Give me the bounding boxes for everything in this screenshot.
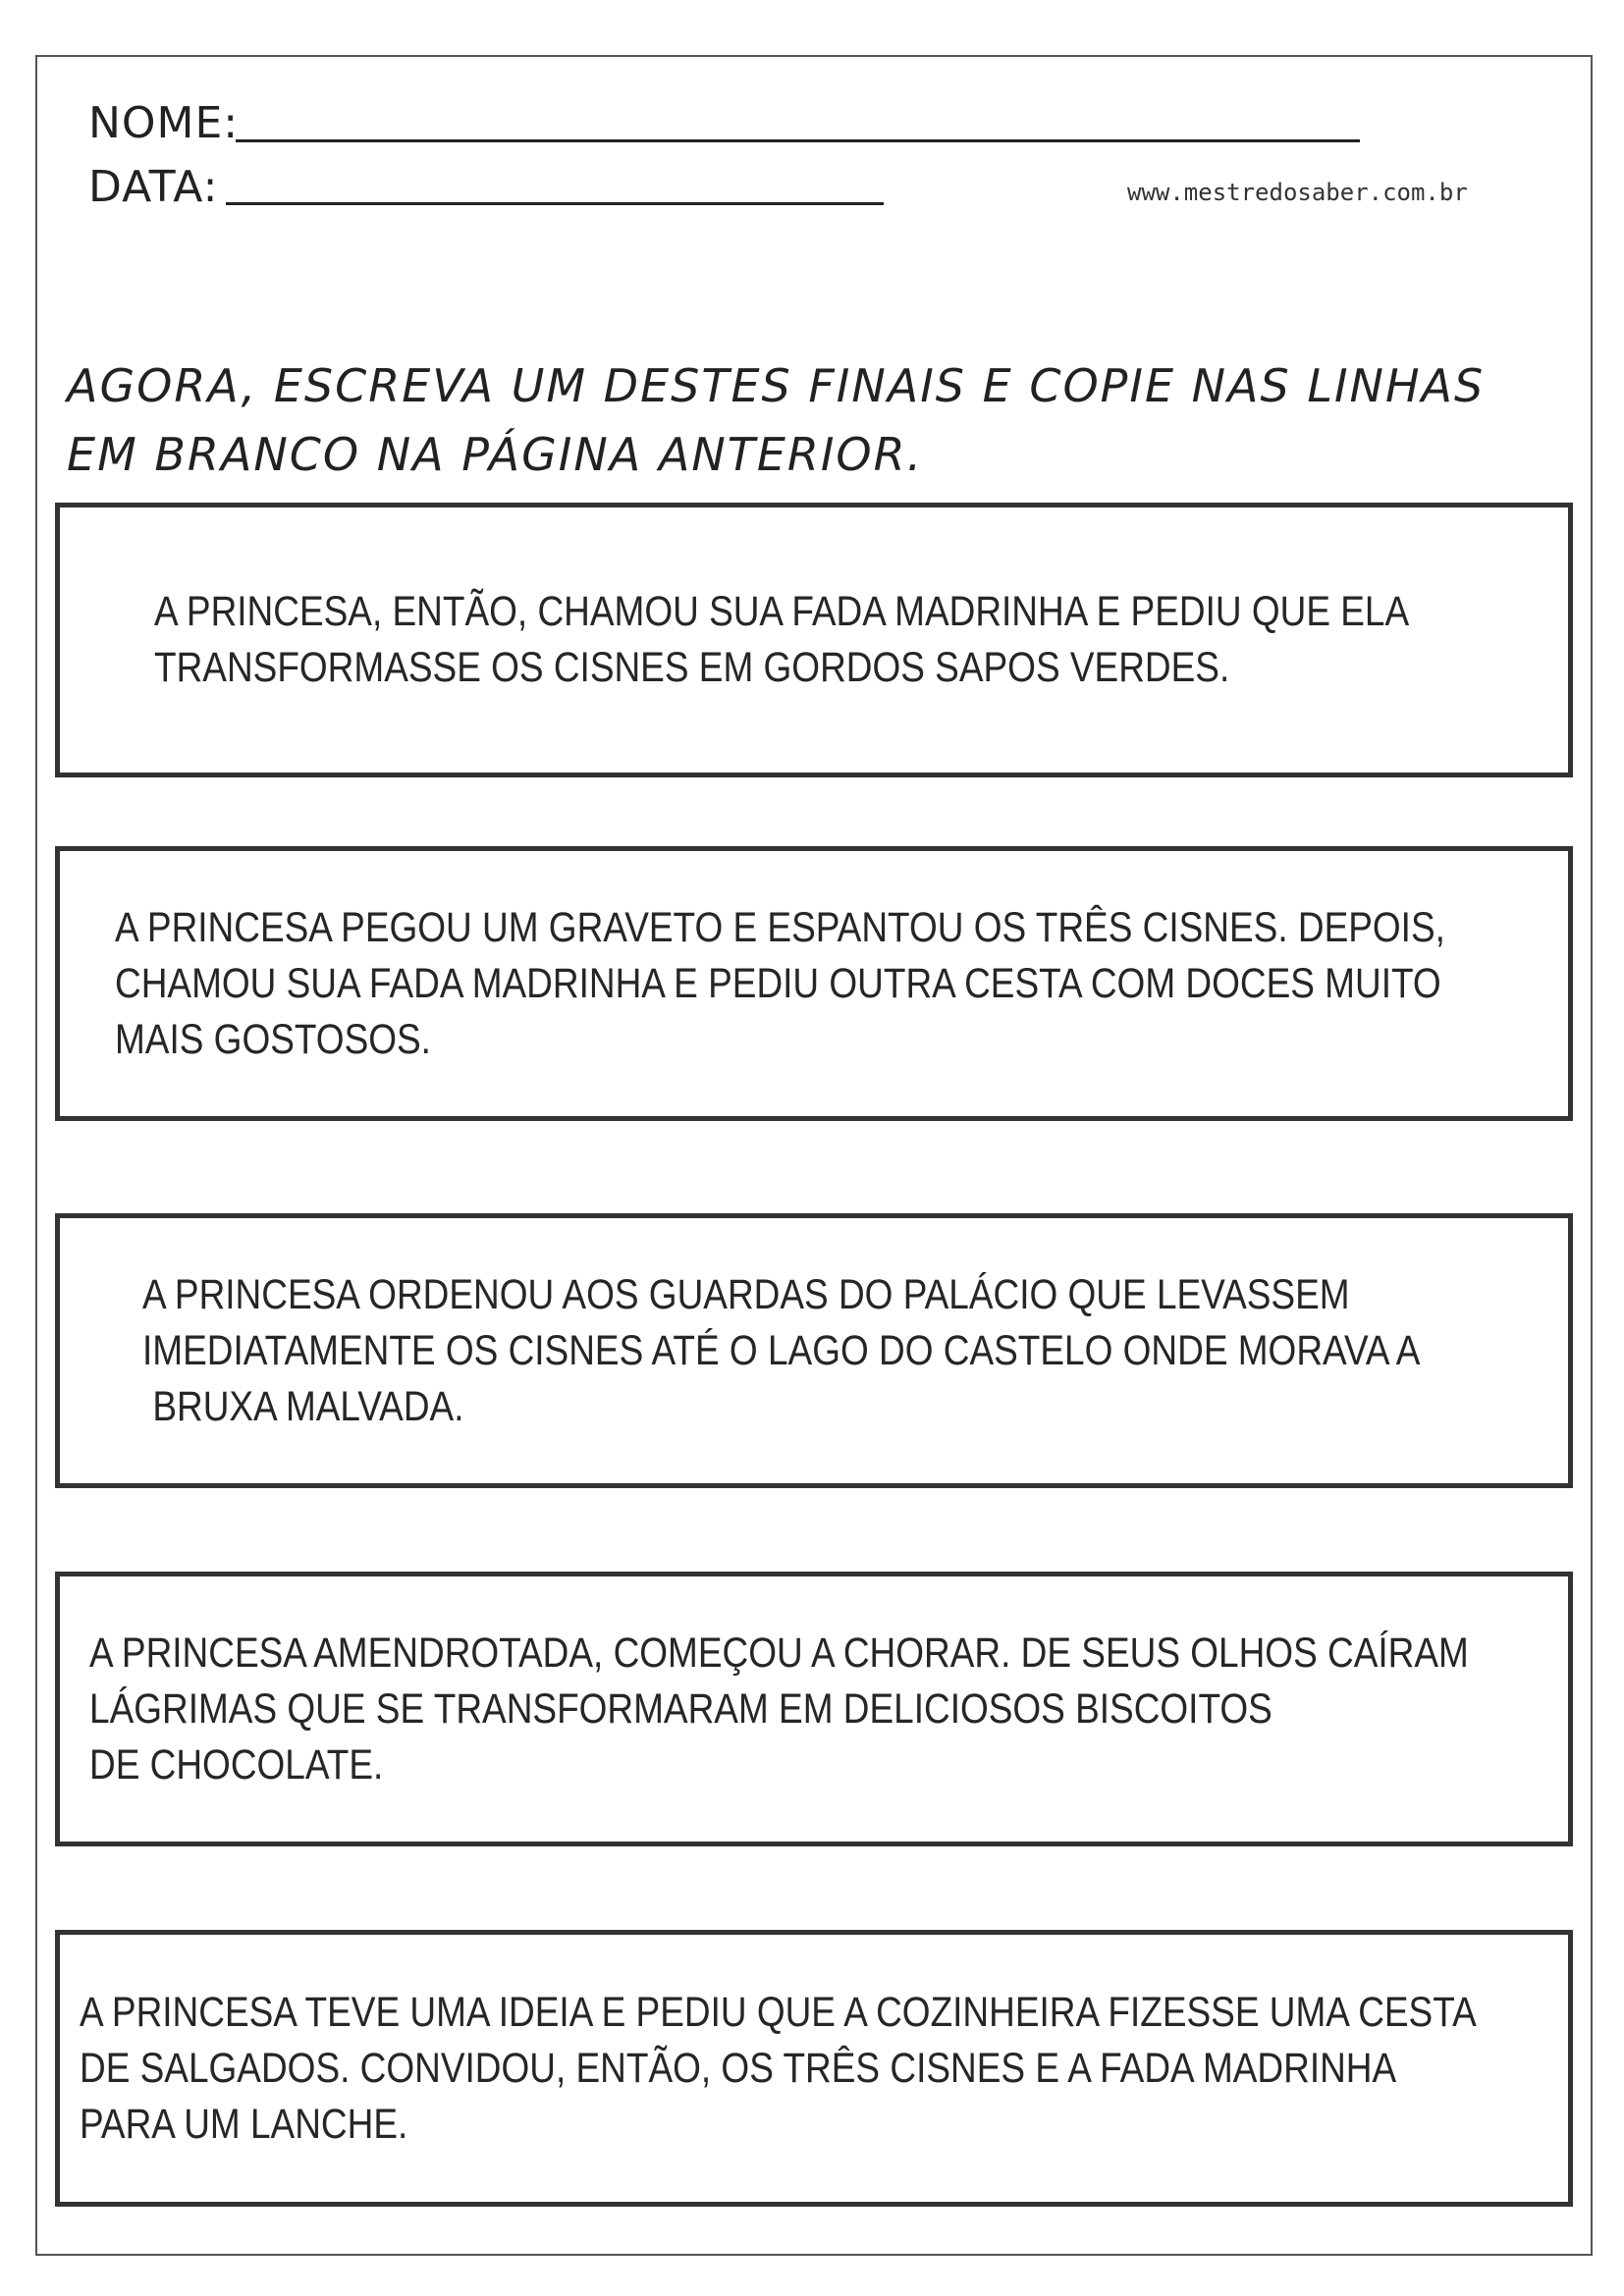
option-line: PARA UM LANCHE. [80, 2100, 408, 2148]
ending-option-text [154, 584, 1409, 696]
ending-option-text [80, 1985, 1477, 2153]
instruction-line-2: EM BRANCO NA PÁGINA ANTERIOR. [67, 428, 924, 481]
option-line: A PRINCESA AMENDROTADA, COMEÇOU A CHORAR. DE SEUS OLHOS CAÍRAM [89, 1629, 1469, 1677]
ending-option-4 [55, 1572, 1573, 1846]
option-line: DE SALGADOS. CONVIDOU, ENTÃO, OS TRÊS CISNES E A FADA MADRINHA [80, 2044, 1397, 2092]
option-line: LÁGRIMAS QUE SE TRANSFORMARAM EM DELICIOSOS BISCOITOS [89, 1684, 1272, 1733]
option-line: A PRINCESA PEGOU UM GRAVETO E ESPANTOU OS TRÊS CISNES. DEPOIS, [115, 903, 1445, 951]
date-label: DATA: [88, 162, 219, 212]
option-line: IMEDIATAMENTE OS CISNES ATÉ O LAGO DO CASTELO ONDE MORAVA A [142, 1326, 1421, 1374]
name-label: NOME: [88, 98, 240, 148]
instruction-heading [67, 351, 1579, 489]
instruction-line-1: AGORA, ESCREVA UM DESTES FINAIS E COPIE NAS LINHAS [67, 359, 1486, 412]
option-line: A PRINCESA TEVE UMA IDEIA E PEDIU QUE A COZINHEIRA FIZESSE UMA CESTA [80, 1988, 1477, 2036]
ending-option-2 [55, 846, 1573, 1121]
name-field-line[interactable] [236, 139, 1360, 142]
option-line: MAIS GOSTOSOS. [115, 1015, 431, 1063]
option-line: TRANSFORMASSE OS CISNES EM GORDOS SAPOS VERDES. [154, 644, 1230, 691]
ending-option-text [89, 1626, 1469, 1793]
ending-option-1 [55, 503, 1573, 777]
website-url: www.mestredosaber.com.br [1127, 179, 1468, 206]
ending-option-text [115, 900, 1445, 1068]
option-line: A PRINCESA, ENTÃO, CHAMOU SUA FADA MADRINHA E PEDIU QUE ELA [154, 588, 1410, 635]
date-field-line[interactable] [226, 202, 884, 205]
option-line: CHAMOU SUA FADA MADRINHA E PEDIU OUTRA CESTA COM DOCES MUITO [115, 959, 1441, 1007]
ending-option-5 [55, 1930, 1573, 2207]
option-line: A PRINCESA ORDENOU AOS GUARDAS DO PALÁCIO QUE LEVASSEM [142, 1270, 1350, 1318]
ending-option-3 [55, 1213, 1573, 1488]
option-line: DE CHOCOLATE. [89, 1740, 384, 1789]
option-line: BRUXA MALVADA. [152, 1382, 464, 1430]
ending-option-text [142, 1267, 1420, 1435]
